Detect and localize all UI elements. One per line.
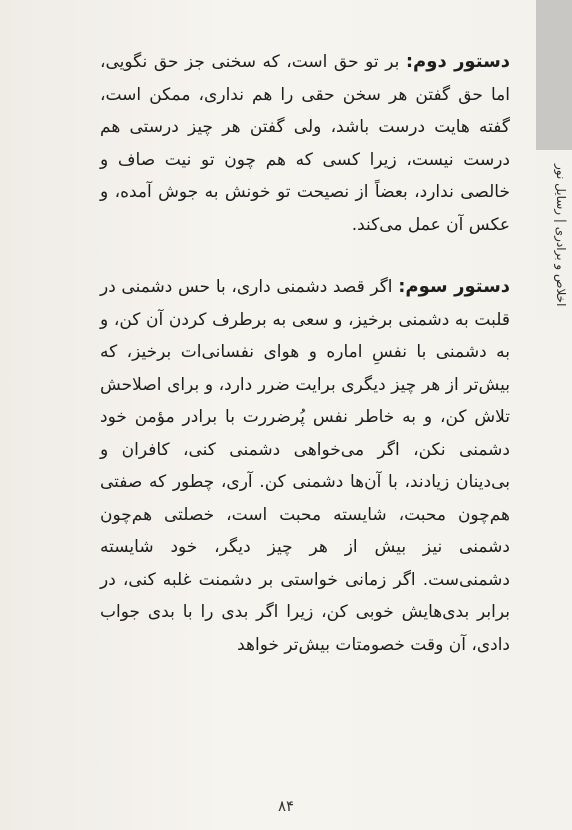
chapter-side-tab-label: اخلاص و برادری | رسایل نور — [554, 163, 568, 307]
page-number: ۸۴ — [277, 797, 295, 815]
rule-2-heading: دستور دوم: — [405, 51, 511, 72]
paragraph-rule-3 — [100, 271, 510, 661]
rule-3-heading: دستور سوم: — [398, 276, 511, 297]
rule-3-text: اگر قصد دشمنی داری، با حس دشمنی در قلبت به دشمنی برخیز، و سعی به برطرف کردن آن کن، و به دشمنی با نفسِ اماره و هوای نفسانی‌ات برخیز، که بیش‌تر از هر چیز دیگری برایت ضرر دارد، و برای اصلاحش تلاش کن، و به خاطر نفس پُرضررت با برادر مؤمن خود دشمنی نکن، اگر می‌خواهی دشمنی کنی، کافران و بی‌دینان زیادند، با آن‌ها دشمنی کن. آری، چطور که صفتی هم‌چون محبت، شایسته محبت است، خصلتی هم‌چون دشمنی نیز بیش از هر چیز دیگر، خود شایسته دشمنی‌ست. اگر زمانی خواستی بر دشمنت غلبه کنی، در برابر بدی‌هایش خوبی کن، زیرا اگر بدی را با بدی جواب دادی، آن وقت خصومتات بیش‌تر خواهد — [100, 277, 510, 655]
page-body — [100, 46, 510, 661]
rule-2-text: بر تو حق است، که سخنی جز حق نگویی، اما حق گفتن هر سخن حقی را هم نداری، ممکن است، گفته هایت درست باشد، ولی گفتن هر چیز درستی هم درست نیست، زیرا کسی که هم چون تو نیت صاف و خالصی ندارد، بعضاً از نصیحت تو خونش به جوش آمده، و عکس آن عمل می‌کند. — [100, 52, 510, 235]
paragraph-rule-2 — [100, 46, 510, 241]
